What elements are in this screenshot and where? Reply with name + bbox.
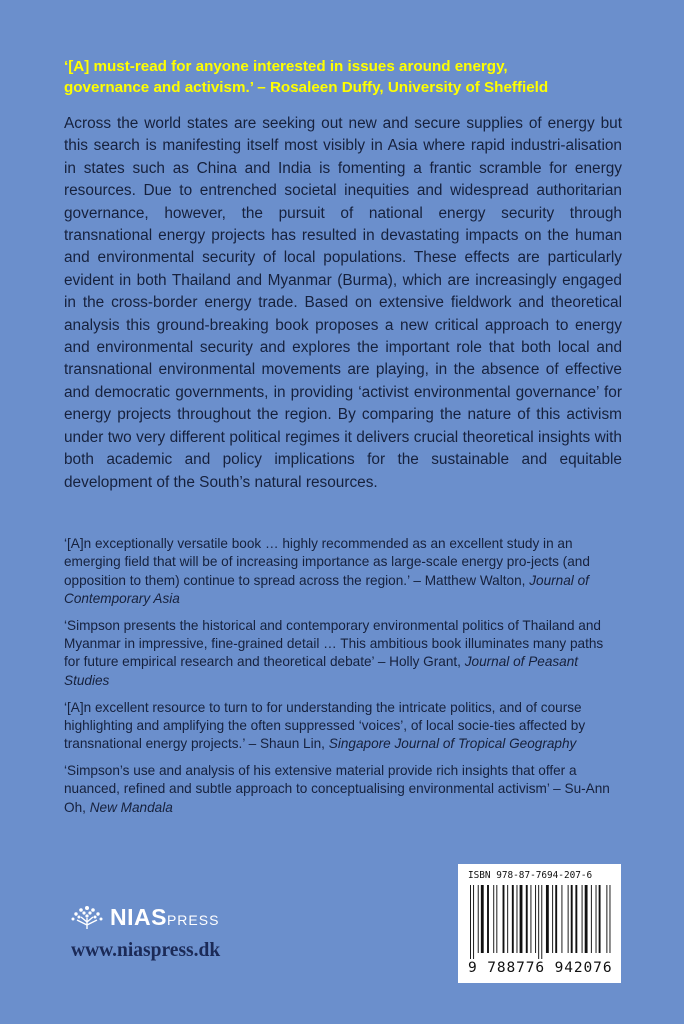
- review-source: Journal of Peasant Studies: [64, 654, 579, 688]
- publisher-logo: [70, 904, 219, 931]
- barcode-bar: [535, 885, 536, 953]
- review-source: Journal of Contemporary Asia: [64, 572, 589, 606]
- barcode-bar: [585, 885, 588, 953]
- review-source: New Mandala: [89, 799, 173, 815]
- barcode-bar: [599, 885, 601, 953]
- review-source: Singapore Journal of Tropical Geography: [328, 736, 577, 752]
- barcode-bar: [487, 885, 489, 953]
- barcode-bar: [546, 885, 549, 953]
- barcode-bar: [517, 885, 518, 953]
- barcode-bar: [470, 885, 471, 959]
- barcode-bar: [582, 885, 583, 953]
- logo-main: NIAS: [110, 904, 167, 930]
- barcode-bar: [503, 885, 505, 953]
- barcode-bar: [512, 885, 514, 953]
- barcode-bar: [606, 885, 607, 953]
- review-text: ‘Simpson’s use and analysis of his extensive material provide rich insights that offer a nuanced, refined and subtle approach to conceptualising environmental activism’ – Su-Ann Oh,: [64, 763, 610, 815]
- barcode-bar: [571, 885, 573, 953]
- barcode-bar: [473, 885, 474, 959]
- barcode-bars: [469, 885, 612, 959]
- headline-quote: [64, 56, 624, 98]
- barcode-bar: [520, 885, 523, 953]
- barcode-bar: [496, 885, 497, 953]
- barcode-bar: [493, 885, 494, 953]
- headline-line-1: ‘[A] must-read for anyone interested in issues around energy,: [64, 58, 508, 75]
- barcode-bar: [596, 885, 597, 953]
- review-3: [64, 699, 620, 754]
- barcode-number: 9 788776 942076: [468, 960, 613, 976]
- barcode-bar: [507, 885, 508, 953]
- barcode-bar: [575, 885, 577, 953]
- logo-sub: PRESS: [166, 912, 220, 928]
- publisher-logo-text: [110, 904, 219, 931]
- barcode-panel: [458, 864, 621, 983]
- barcode-bar: [610, 885, 611, 953]
- publisher-url[interactable]: www.niaspress.dk: [71, 940, 221, 961]
- barcode-bar: [561, 885, 562, 953]
- review-4: [64, 762, 620, 817]
- barcode-bar: [530, 885, 531, 953]
- barcode-bar: [568, 885, 569, 953]
- review-text: ‘[A]n excellent resource to turn to for understanding the intricate politics, and of course highlighting and amplifying the often suppressed ‘voices’, of local socie-ties affected by transnational energy projects.’ – Shaun Lin,: [64, 699, 586, 752]
- reviews-section: [64, 535, 620, 826]
- barcode-bar: [591, 885, 592, 953]
- review-text: ‘Simpson presents the historical and contemporary environmental politics of Thailand and Myanmar in impressive, fine-grained detail … This ambitious book illuminates many paths for future empirical research and theoretical debate’ – Holly Grant,: [64, 617, 604, 670]
- review-2: [64, 617, 620, 690]
- review-1: [64, 535, 620, 608]
- barcode-bar: [552, 885, 553, 953]
- isbn-label: ISBN 978-87-7694-207-6: [468, 870, 593, 881]
- barcode-bar: [478, 885, 479, 953]
- barcode-bar: [555, 885, 557, 953]
- barcode-bar: [481, 885, 484, 953]
- book-description: Across the world states are seeking out new and secure supplies of energy but this search is manifesting itself most visibly in Asia where rapid industri-alisation in states such as China and India is fomenting a frantic scramble for energy resources. Due to entrenched societal inequities and widespread authoritarian governance, however, the pursuit of national energy security through transnational energy projects has resulted in devastating impacts on the human and environmental security of local populations. These effects are particularly evident in both Thailand and Myanmar (Burma), which are increasingly engaged in the cross-border energy trade. Based on extensive fieldwork and theoretical analysis this ground-breaking book proposes a new critical approach to energy and environmental security and explores the important role that both local and transnational environmental movements are playing, in the absence of effective and democratic governments, in providing ‘activist environmental governance’ for energy projects throughout the region. By comparing the nature of this activism under two very different political regimes it delivers crucial theoretical insights with both academic and policy implications for the sustainable and equitable development of the South’s natural resources.: [64, 115, 622, 491]
- barcode-bar: [538, 885, 539, 959]
- headline-line-2: governance and activism.’ – Rosaleen Duffy, University of Sheffield: [64, 79, 549, 96]
- nias-tree-icon: [70, 905, 104, 931]
- barcode-bar: [541, 885, 542, 959]
- review-text: ‘[A]n exceptionally versatile book … highly recommended as an excellent study in an emerging field that will be of increasing importance as large-scale energy pro-jects (and opposition to them) continue to spread across the region.’ – Matthew Walton,: [64, 536, 590, 588]
- barcode-bar: [526, 885, 528, 953]
